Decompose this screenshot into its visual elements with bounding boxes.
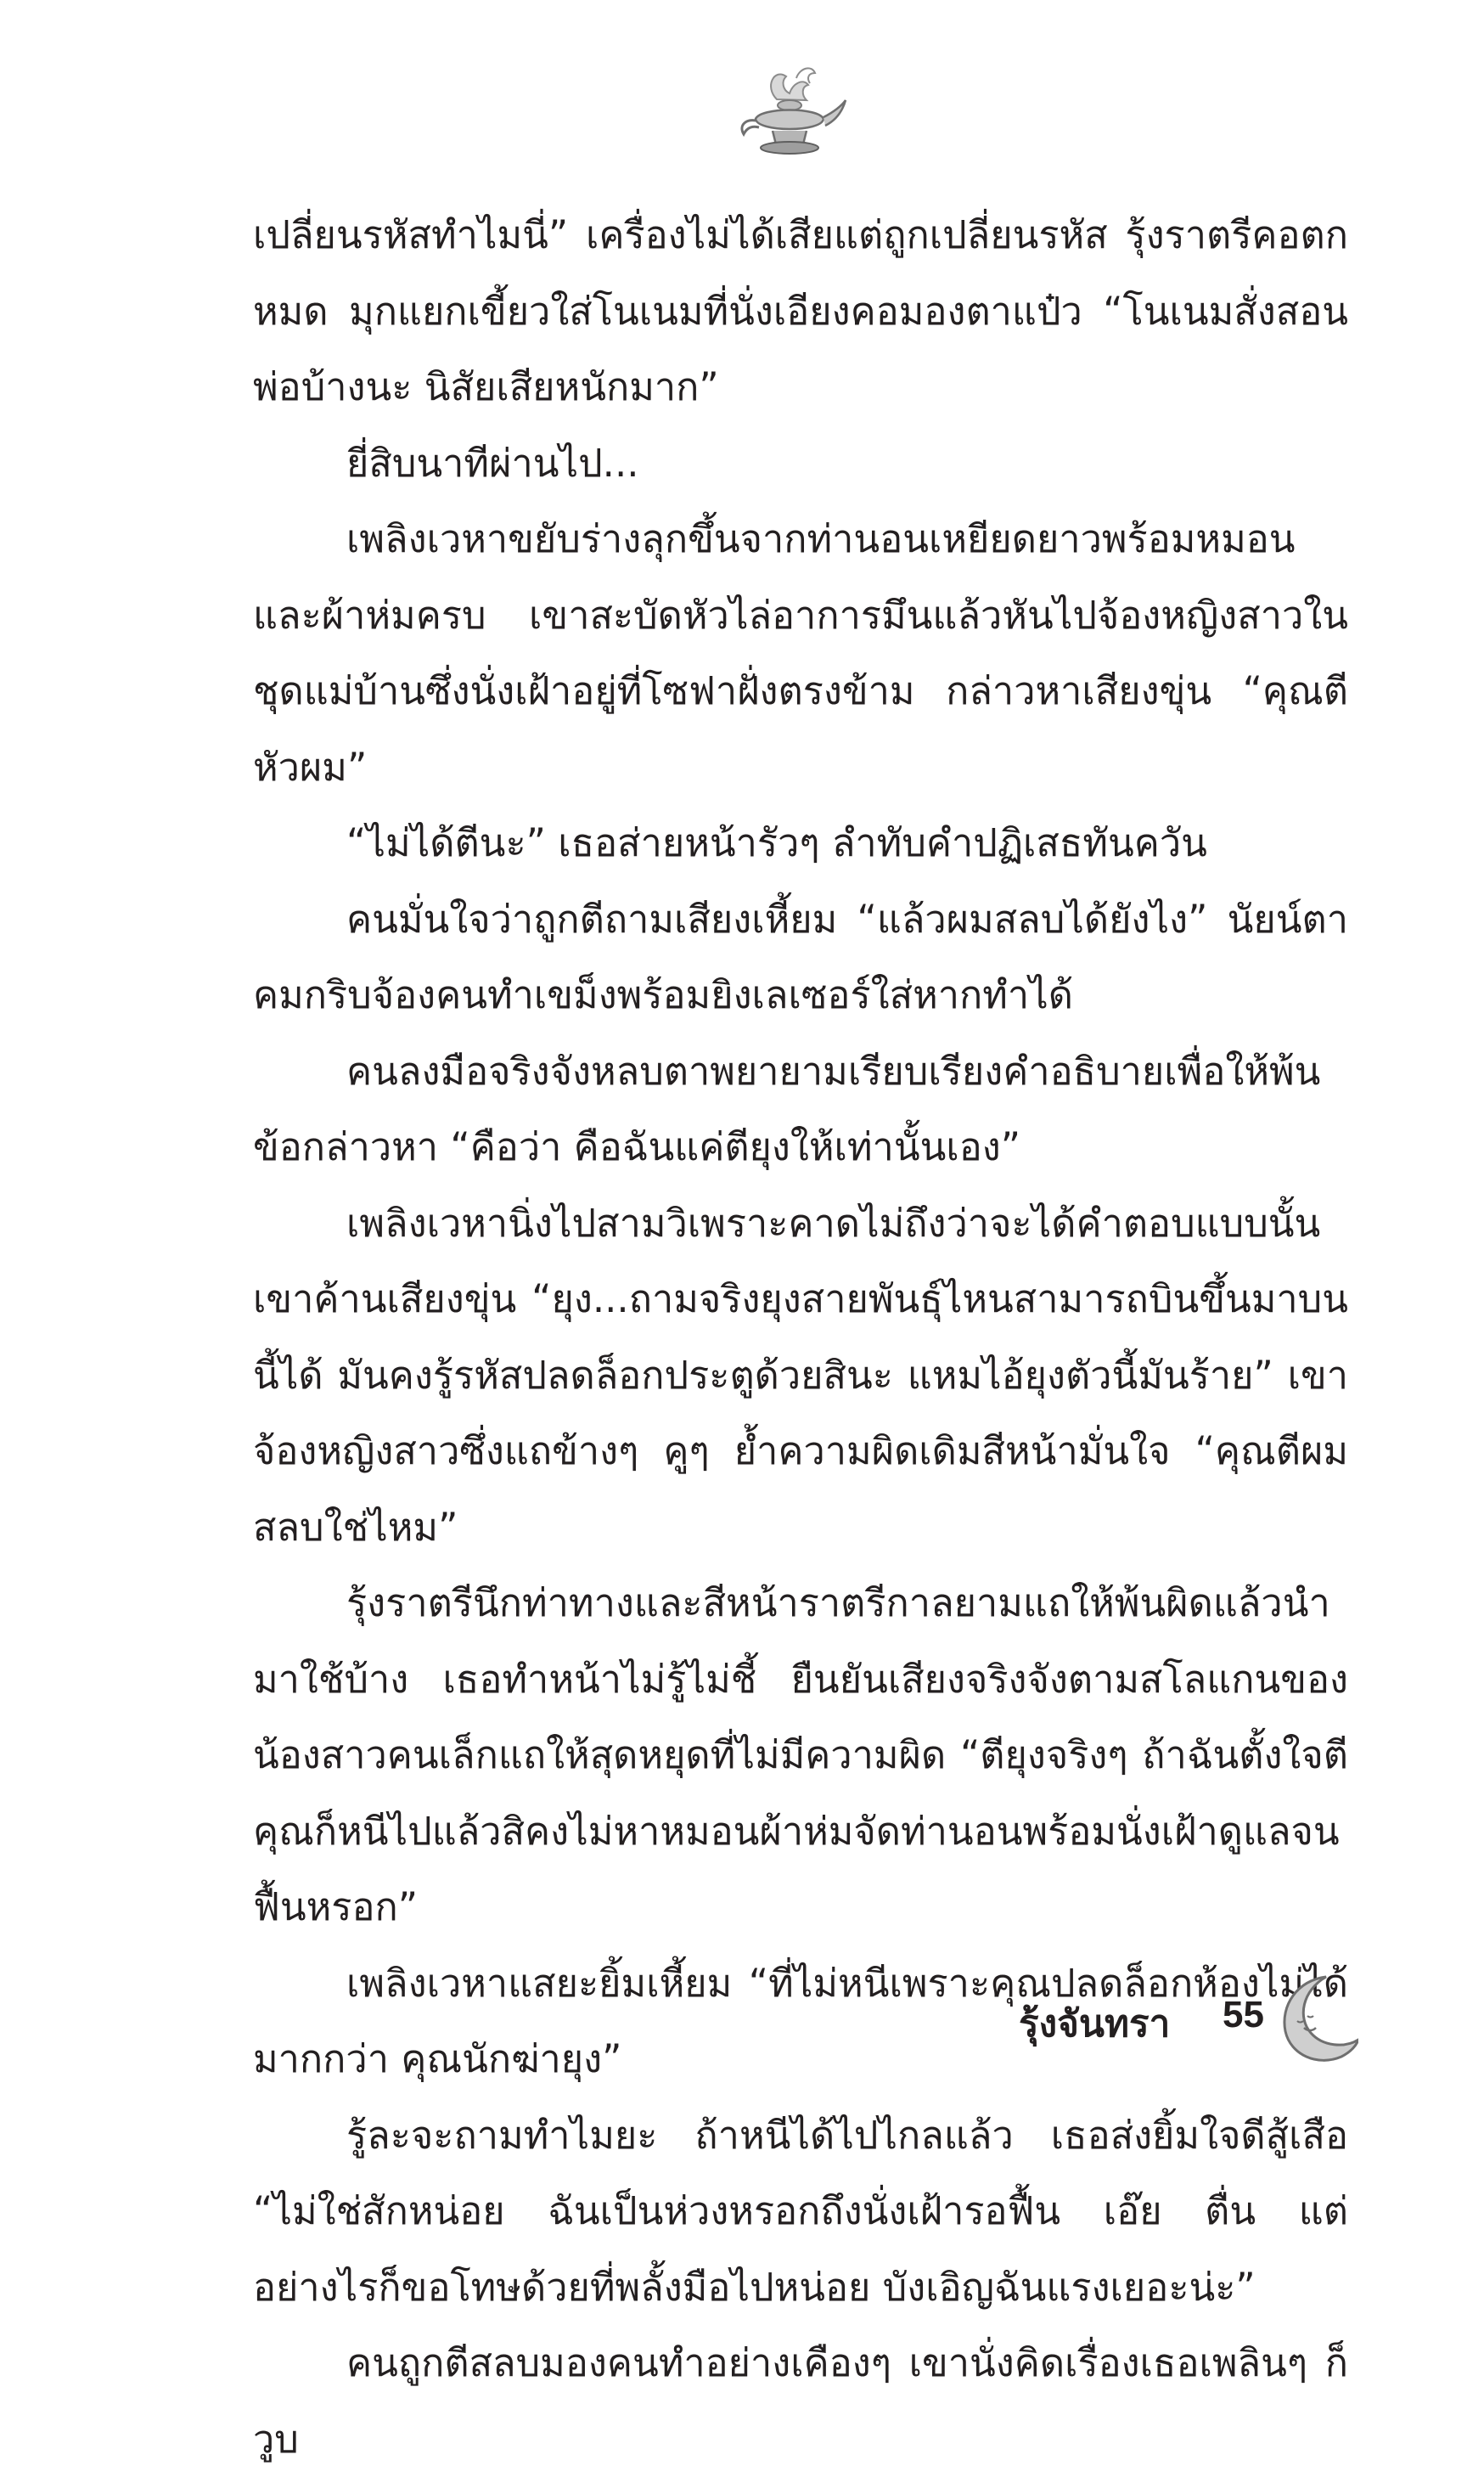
paragraph: คนมั่นใจว่าถูกตีถามเสียงเหี้ยม “แล้วผมสลบได้ยังไง” นัยน์ตาคมกริบจ้องคนทำเขม็งพร้อมยิงเลเซอร์ใส่หากทำได้: [253, 896, 1348, 1017]
paragraph: คนถูกตีสลบมองคนทำอย่างเคืองๆ เขานั่งคิดเรื่องเธอเพลินๆ ก็วูบ: [253, 2340, 1348, 2462]
crescent-moon-icon: [1273, 1972, 1358, 2065]
paragraph: “ไม่ได้ตีนะ” เธอส่ายหน้ารัวๆ ลำทับคำปฏิเสธทันควัน: [346, 820, 1207, 865]
paragraph: เปลี่ยนรหัสทำไมนี่” เครื่องไม่ได้เสียแต่ถูกเปลี่ยนรหัส รุ้งราตรีคอตกหมด มุกแยกเขี้ยวใส่โนเนมที่นั่งเอียงคอมองตาแป๋ว “โนเนมสั่งสอนพ่อบ้างนะ นิสัยเสียหนักมาก”: [253, 212, 1348, 409]
paragraph: เพลิงเวหาขยับร่างลุกขึ้นจากท่านอนเหยียดยาวพร้อมหมอนและผ้าห่มครบ เขาสะบัดหัวไล่อาการมึนแล้วหันไปจ้องหญิงสาวในชุดแม่บ้านซึ่งนั่งเฝ้าอยู่ที่โซฟาฝั่งตรงข้าม กล่าวหาเสียงขุ่น “คุณตีหัวผม”: [253, 516, 1348, 790]
page-footer: [993, 1972, 1367, 2074]
paragraph: คนลงมือจริงจังหลบตาพยายามเรียบเรียงคำอธิบายเพื่อให้พ้นข้อกล่าวหา “คือว่า คือฉันแค่ตียุงให้เท่านั้นเอง”: [253, 1048, 1321, 1169]
paragraph: รุ้งราตรีนึกท่าทางและสีหน้าราตรีกาลยามแถให้พ้นผิดแล้วนำมาใช้บ้าง เธอทำหน้าไม่รู้ไม่ชี้ ยืนยันเสียงจริงจังตามสโลแกนของน้องสาวคนเล็กแถให้สุดหยุดที่ไม่มีความผิด “ตียุงจริงๆ ถ้าฉันตั้งใจตีคุณก็หนีไปแล้วสิคงไม่หาหมอนผ้าห่มจัดท่านอนพร้อมนั่งเฝ้าดูแลจนฟื้นหรอก”: [253, 1580, 1348, 1929]
paragraph: เพลิงเวหาแสยะยิ้มเหี้ยม “ที่ไม่หนีเพราะคุณปลดล็อกห้องไม่ได้มากกว่า คุณนักฆ่ายุง”: [253, 1960, 1348, 2081]
genie-lamp-icon: [730, 53, 849, 163]
book-title: รุ้งจันทรา: [1019, 2002, 1171, 2046]
paragraph: ยี่สิบนาทีผ่านไป...: [346, 440, 639, 486]
page-number: 55: [1223, 1994, 1264, 2035]
paragraph: เพลิงเวหานิ่งไปสามวิเพราะคาดไม่ถึงว่าจะได้คำตอบแบบนั้น เขาค้านเสียงขุ่น “ยุง...ถามจริงยุงสายพันธุ์ไหนสามารถบินขึ้นมาบนนี้ได้ มันคงรู้รหัสปลดล็อกประตูด้วยสินะ แหมไอ้ยุงตัวนี้มันร้าย” เขาจ้องหญิงสาวซึ่งแถข้างๆ คูๆ ย้ำความผิดเดิมสีหน้ามั่นใจ “คุณตีผมสลบใช่ไหม”: [253, 1200, 1348, 1550]
paragraph: รู้ละจะถามทำไมยะ ถ้าหนีได้ไปไกลแล้ว เธอส่งยิ้มใจดีสู้เสือ “ไม่ใช่สักหน่อย ฉันเป็นห่วงหรอกถึงนั่งเฝ้ารอฟื้น เอ๊ย ตื่น แต่อย่างไรก็ขอโทษด้วยที่พลั้งมือไปหน่อย บังเอิญฉันแรงเยอะน่ะ”: [253, 2112, 1348, 2310]
